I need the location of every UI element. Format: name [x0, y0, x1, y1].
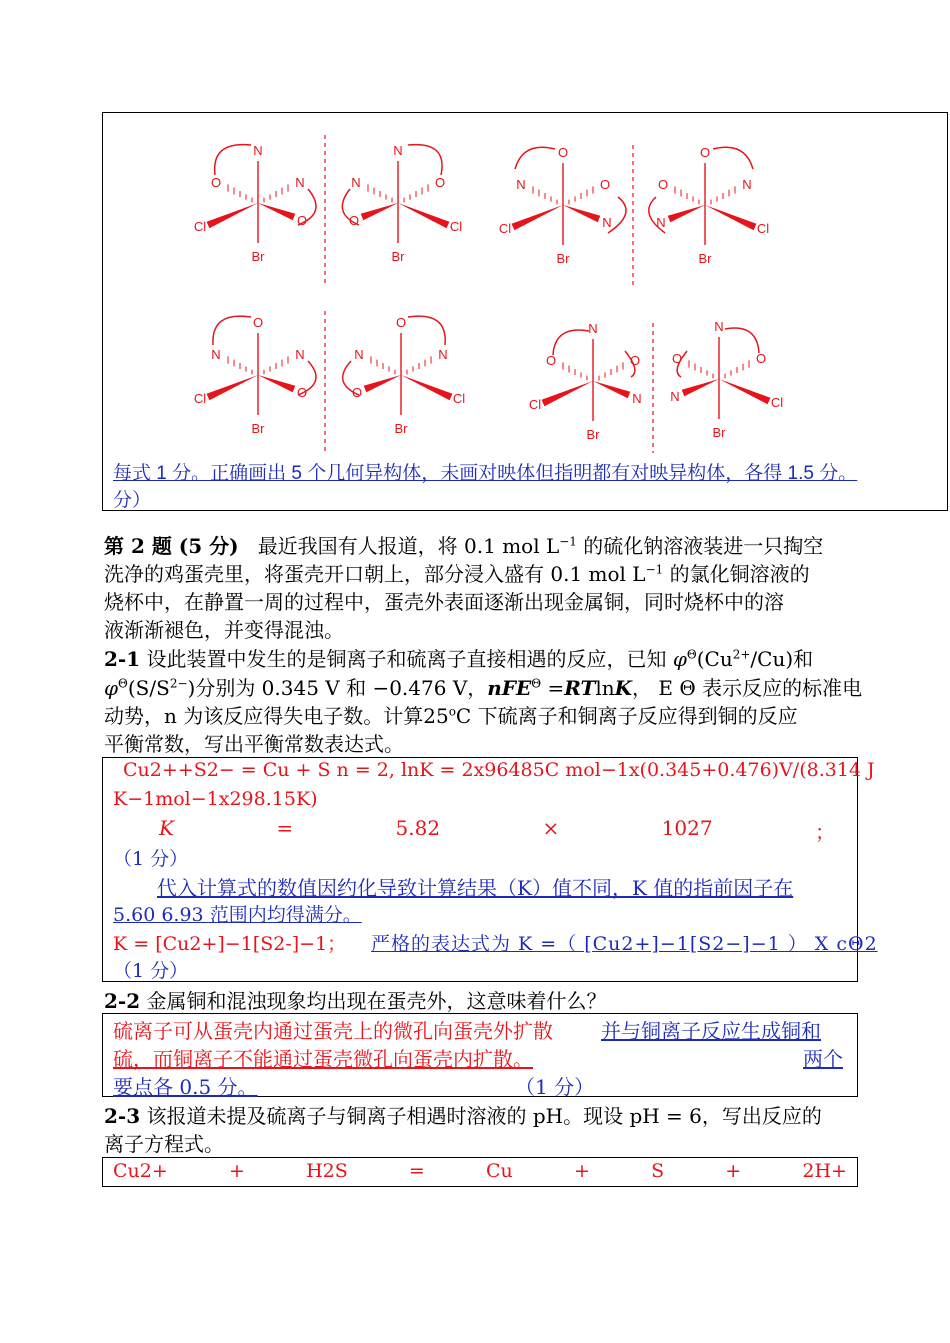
- eq: =: [541, 676, 565, 700]
- hashed-bond: [675, 186, 699, 204]
- chelate-arc: [553, 330, 589, 355]
- term-eq: =: [408, 1160, 425, 1182]
- q2-1-line3: [104, 700, 798, 729]
- q2-1-sup: 2+: [732, 647, 751, 662]
- wedge-bond: [361, 203, 398, 220]
- atom-label: N: [354, 347, 364, 362]
- a2-2-r1b: 并与铜离子反应生成铜和: [601, 1019, 821, 1043]
- atom-label: Br: [712, 425, 726, 440]
- q2-3-line2: 离子方程式。: [104, 1132, 224, 1156]
- atom-label: N: [295, 175, 305, 190]
- atom-label: N: [295, 347, 305, 362]
- q2-1-text-b: (Cu: [696, 647, 733, 671]
- k-symbol: K: [159, 816, 174, 840]
- atom-label: Cl: [193, 219, 207, 234]
- atom-label: N: [670, 389, 680, 404]
- isomer-structures: [103, 113, 947, 458]
- q2-intro-a: 最近我国有人报道，将 0.1 mol L: [257, 534, 560, 558]
- isomer-answer-box: [102, 112, 948, 511]
- atom-label: Cl: [756, 221, 770, 236]
- chelate-arc: [725, 328, 759, 353]
- hashed-bond: [264, 184, 288, 202]
- theta-sup: Θ: [686, 647, 697, 662]
- atom-label: O: [657, 177, 669, 192]
- wedge-bond: [512, 205, 563, 230]
- term-cu2: Cu2+: [113, 1160, 168, 1182]
- a2-1-r7a: K = [Cu2+]−1[S2-]−1；: [113, 933, 347, 955]
- atom-label: N: [516, 177, 526, 192]
- nfe: nFE: [487, 676, 532, 700]
- atom-label: Cl: [193, 391, 207, 406]
- wedge-bond: [719, 379, 770, 404]
- a2-1-r5: 代入计算式的数值因约化导致计算结果（K）值不同，K 值的指前因子在: [157, 876, 794, 900]
- a2-1-r6: 5.60 6.93 范围内均得满分。: [113, 904, 362, 926]
- hashed-bond: [711, 186, 735, 204]
- q2-line3: 烧杯中，在静置一周的过程中，蛋壳外表面逐渐出现金属铜，同时烧杯中的溶: [104, 590, 784, 614]
- wedge-bond: [668, 205, 705, 222]
- hashed-bond: [264, 356, 288, 374]
- theta-sup-2: Θ: [118, 676, 128, 691]
- degree-sup: o: [448, 704, 456, 719]
- hashed-bond: [599, 362, 623, 380]
- atom-label: N: [602, 215, 612, 230]
- atom-label: Br: [586, 427, 600, 442]
- atom-label: O: [395, 315, 407, 330]
- q2-1-line4: 平衡常数，写出平衡常数表达式。: [104, 732, 404, 756]
- term-plus-3: +: [725, 1160, 742, 1182]
- wedge-bond: [207, 203, 258, 228]
- q2-line1: [104, 530, 823, 559]
- atom-label: N: [588, 321, 598, 336]
- q2-line2: [104, 558, 810, 587]
- answer-box-2-3: [102, 1157, 858, 1187]
- wedge-bond: [542, 381, 593, 406]
- atom-label: N: [351, 175, 361, 190]
- a2-2-r2a: 硫，而铜离子不能通过蛋壳微孔向蛋壳内扩散。: [113, 1047, 533, 1071]
- a2-1-r2: K−1mol−1x298.15K): [113, 788, 318, 810]
- atom-label: O: [699, 145, 711, 160]
- atom-label: Cl: [770, 395, 784, 410]
- atom-label: Br: [391, 249, 405, 264]
- semicolon: ；: [814, 820, 835, 844]
- a2-2-r2b: 两个: [803, 1047, 843, 1071]
- atom-label: O: [629, 353, 641, 368]
- atom-label: O: [351, 385, 363, 400]
- wedge-bond: [401, 375, 452, 400]
- isomer-caption: 每式 1 分。正确画出 5 个几何异构体，未画对映体但指明都有对映异构体，各得 1.5 分。: [113, 463, 858, 484]
- chelate-arc: [408, 316, 445, 345]
- q2-1-text-g: 动势，n 为该反应得失电子数。计算25: [104, 704, 449, 728]
- rt: RT: [564, 676, 596, 700]
- q2-1-line2: [104, 672, 862, 701]
- atom-label: N: [253, 143, 263, 158]
- atom-label: N: [211, 347, 221, 362]
- q2-1-text-c: /Cu)和: [750, 647, 814, 671]
- isomer-caption-tail: 分）: [113, 489, 152, 511]
- term-plus-2: +: [573, 1160, 590, 1182]
- chelate-arc: [713, 147, 753, 169]
- q2-1-text-h: C 下硫离子和铜离子反应得到铜的反应: [455, 704, 798, 728]
- a2-1-r7b: 严格的表达式为 K =（ [Cu2+]−1[S2−]−1 ） X cΘ2: [371, 933, 878, 955]
- q2-intro-c: 洗净的鸡蛋壳里，将蛋壳开口朝上，部分浸入盛有 0.1 mol L: [104, 562, 646, 586]
- q2-3: [104, 1100, 822, 1129]
- hashed-bond: [371, 356, 395, 374]
- chelate-arc: [408, 145, 442, 175]
- hashed-bond: [689, 360, 713, 378]
- hashed-bond: [368, 184, 392, 202]
- term-plus-1: +: [228, 1160, 245, 1182]
- q2-intro-b: 的硫化钠溶液装进一只掏空: [576, 534, 824, 558]
- wedge-bond: [682, 379, 719, 396]
- q2-1-sup-2: 2−: [169, 676, 188, 691]
- q2-2-text: 金属铜和混浊现象均出现在蛋壳外，这意味着什么？: [140, 989, 607, 1013]
- hashed-bond: [725, 360, 749, 378]
- atom-label: O: [671, 351, 683, 366]
- q2-1-line1: [104, 643, 813, 672]
- times: ×: [542, 816, 560, 840]
- term-h2s: H2S: [306, 1160, 348, 1182]
- atom-label: O: [348, 213, 360, 228]
- phi-symbol: φ: [672, 647, 687, 671]
- atom-label: O: [434, 175, 446, 190]
- wedge-bond: [563, 205, 600, 222]
- atom-label: Cl: [449, 219, 463, 234]
- atom-label: N: [656, 215, 666, 230]
- a2-1-r4: （1 分）: [113, 848, 189, 870]
- atom-label: Br: [556, 251, 570, 266]
- a2-2-r3b: （1 分）: [515, 1075, 595, 1099]
- hashed-bond: [228, 356, 252, 374]
- theta-sup-3: Θ: [531, 676, 542, 691]
- atom-label: O: [296, 385, 308, 400]
- q2-1-text-f: ， E Θ 表示反应的标准电: [632, 676, 863, 700]
- atom-label: N: [714, 319, 724, 334]
- hashed-bond: [228, 184, 252, 202]
- atom-label: O: [599, 177, 611, 192]
- hashed-bond: [407, 356, 431, 374]
- answer-box-2-2: [102, 1013, 858, 1097]
- q2-intro-sup: −1: [559, 534, 577, 549]
- chelate-arc: [213, 316, 251, 345]
- a2-1-r1: Cu2++S2− = Cu + S n = 2, lnK = 2x96485C mol−1x(0.345+0.476)V/(8.314 J: [123, 759, 875, 781]
- atom-label: N: [438, 347, 448, 362]
- q2-1-text-d: (S/S: [127, 676, 170, 700]
- atom-label: Cl: [498, 221, 512, 236]
- q2-1-text-e: )分别为 0.345 V 和 −0.476 V，: [187, 676, 488, 700]
- q2-1-num: 2-1: [104, 647, 141, 671]
- q2-line4: 液渐渐褪色，并变得混浊。: [104, 618, 344, 642]
- chelate-arc: [215, 145, 251, 175]
- term-cu: Cu: [486, 1160, 513, 1182]
- atom-label: Cl: [528, 397, 542, 412]
- answer-box-2-1: [102, 757, 878, 982]
- a2-2-r1a: 硫离子可从蛋壳内通过蛋壳上的微孔向蛋壳外扩散: [113, 1019, 553, 1043]
- wedge-bond: [207, 375, 258, 400]
- q2-intro-d: 的氯化铜溶液的: [663, 562, 810, 586]
- atom-label: N: [393, 143, 403, 158]
- atom-label: Br: [698, 251, 712, 266]
- wedge-bond: [398, 203, 449, 228]
- wedge-bond: [364, 375, 401, 392]
- hashed-bond: [563, 362, 587, 380]
- phi-symbol-2: φ: [104, 676, 119, 700]
- q2-title: 第 2 题 (5 分): [104, 534, 239, 558]
- atom-label: O: [755, 351, 767, 366]
- wedge-bond: [593, 381, 630, 398]
- q2-3-num: 2-3: [104, 1104, 141, 1128]
- a2-1-r3: [159, 816, 835, 845]
- wedge-bond: [705, 205, 756, 230]
- ln: ln: [595, 676, 615, 700]
- q2-intro-sup2: −1: [645, 562, 664, 577]
- q2-2: [104, 985, 607, 1014]
- k-exponent: 1027: [661, 816, 713, 840]
- q2-2-num: 2-2: [104, 989, 141, 1013]
- atom-label: Cl: [452, 391, 466, 406]
- a2-1-r8: （1 分）: [113, 960, 189, 982]
- hashed-bond: [569, 186, 593, 204]
- k: K: [614, 676, 633, 700]
- hashed-bond: [533, 186, 557, 204]
- atom-label: Br: [394, 421, 408, 436]
- term-2h: 2H+: [802, 1160, 847, 1182]
- atom-label: O: [557, 145, 569, 160]
- atom-label: Br: [251, 249, 265, 264]
- hashed-bond: [404, 184, 428, 202]
- wedge-bond: [258, 375, 295, 392]
- q2-3-text: 该报道未提及硫离子与铜离子相遇时溶液的 pH。现设 pH = 6，写出反应的: [140, 1104, 822, 1128]
- a2-3-equation: [113, 1160, 847, 1182]
- atom-label: O: [296, 213, 308, 228]
- atom-label: O: [545, 353, 557, 368]
- atom-label: O: [252, 315, 264, 330]
- chelate-arc: [515, 147, 555, 169]
- k-mantissa: 5.82: [395, 816, 441, 840]
- term-s: S: [651, 1160, 665, 1182]
- a2-2-r3a: 要点各 0.5 分。: [113, 1075, 258, 1099]
- wedge-bond: [258, 203, 295, 220]
- atom-label: Br: [251, 421, 265, 436]
- atom-label: N: [742, 177, 752, 192]
- equals: =: [276, 816, 294, 840]
- atom-label: N: [632, 391, 642, 406]
- atom-label: O: [210, 175, 222, 190]
- q2-1-text-a: 设此装置中发生的是铜离子和硫离子直接相遇的反应，已知: [140, 647, 673, 671]
